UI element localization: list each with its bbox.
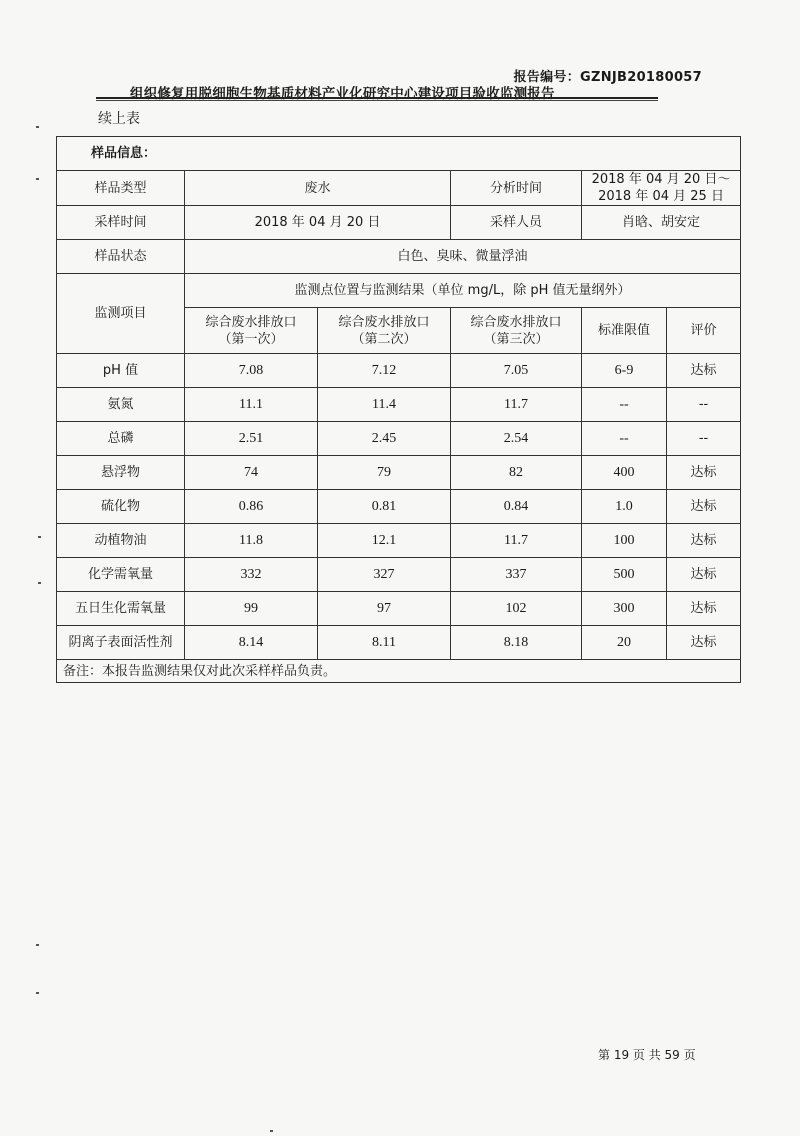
- row-eval: 达标: [667, 592, 741, 626]
- row-limit: 100: [582, 524, 667, 558]
- sampler-value: 肖晗、胡安定: [582, 206, 741, 240]
- row-item: 硫化物: [57, 490, 185, 524]
- row-value-3: 0.84: [451, 490, 582, 524]
- table-row: [57, 388, 741, 422]
- row-item: 五日生化需氧量: [57, 592, 185, 626]
- scan-speck: [38, 536, 41, 538]
- row-limit: --: [582, 422, 667, 456]
- scan-speck: [36, 992, 39, 994]
- header-rule-thin: [96, 100, 658, 101]
- sample-info-heading-row: [57, 137, 741, 171]
- row-eval: 达标: [667, 490, 741, 524]
- results-group-header: 监测点位置与监测结果（单位 mg/L，除 pH 值无量纲外）: [185, 274, 741, 308]
- sample-state-label: 样品状态: [57, 240, 185, 274]
- scan-speck: [38, 582, 41, 584]
- sampling-time-value: 2018 年 04 月 20 日: [185, 206, 451, 240]
- scan-speck: [36, 944, 39, 946]
- sample-state-value: 白色、臭味、微量浮油: [185, 240, 741, 274]
- col3-header: [451, 308, 582, 354]
- col2-header: [318, 308, 451, 354]
- row-value-2: 79: [318, 456, 451, 490]
- row-value-2: 97: [318, 592, 451, 626]
- table-row: [57, 456, 741, 490]
- row-value-1: 99: [185, 592, 318, 626]
- row-value-2: 2.45: [318, 422, 451, 456]
- row-value-2: 327: [318, 558, 451, 592]
- table-row: [57, 592, 741, 626]
- page-number: 第 19 页 共 59 页: [598, 1048, 696, 1062]
- table-row: [57, 422, 741, 456]
- sample-info-heading: 样品信息：: [57, 137, 741, 171]
- row-value-3: 337: [451, 558, 582, 592]
- row-value-3: 8.18: [451, 626, 582, 660]
- row-item: 化学需氧量: [57, 558, 185, 592]
- row-item: pH 值: [57, 354, 185, 388]
- report-title: 组织修复用脱细胞生物基质材料产业化研究中心建设项目验收监测报告: [130, 86, 555, 102]
- table-row: [57, 626, 741, 660]
- row-value-1: 8.14: [185, 626, 318, 660]
- sampling-time-label: 采样时间: [57, 206, 185, 240]
- row-value-3: 2.54: [451, 422, 582, 456]
- sample-type-label: 样品类型: [57, 171, 185, 206]
- row-eval: 达标: [667, 456, 741, 490]
- sampling-time-row: [57, 206, 741, 240]
- row-item: 氨氮: [57, 388, 185, 422]
- row-value-3: 82: [451, 456, 582, 490]
- row-value-3: 11.7: [451, 388, 582, 422]
- row-eval: 达标: [667, 558, 741, 592]
- note-row: [57, 660, 741, 683]
- row-value-3: 11.7: [451, 524, 582, 558]
- eval-header: 评价: [667, 308, 741, 354]
- col3-header-line2: （第三次）: [483, 331, 549, 347]
- row-limit: --: [582, 388, 667, 422]
- row-value-1: 74: [185, 456, 318, 490]
- row-value-1: 11.1: [185, 388, 318, 422]
- sample-state-row: [57, 240, 741, 274]
- limit-header: 标准限值: [582, 308, 667, 354]
- row-value-3: 102: [451, 592, 582, 626]
- sample-type-row: [57, 171, 741, 206]
- row-limit: 20: [582, 626, 667, 660]
- table-row: [57, 490, 741, 524]
- table-row: [57, 524, 741, 558]
- row-value-1: 2.51: [185, 422, 318, 456]
- row-limit: 6-9: [582, 354, 667, 388]
- row-item: 阴离子表面活性剂: [57, 626, 185, 660]
- table-note: 备注：本报告监测结果仅对此次采样样品负责。: [57, 660, 741, 683]
- item-header: 监测项目: [57, 274, 185, 354]
- row-value-1: 332: [185, 558, 318, 592]
- monitoring-results-table: [56, 136, 741, 683]
- row-item: 动植物油: [57, 524, 185, 558]
- results-group-header-row: [57, 274, 741, 308]
- col2-header-line2: （第二次）: [351, 331, 417, 347]
- continued-label: 续上表: [98, 111, 140, 127]
- scan-speck: [270, 1130, 273, 1132]
- col2-header-line1: 综合废水排放口: [338, 314, 430, 330]
- row-item: 悬浮物: [57, 456, 185, 490]
- row-value-2: 12.1: [318, 524, 451, 558]
- row-limit: 300: [582, 592, 667, 626]
- row-value-1: 11.8: [185, 524, 318, 558]
- row-limit: 400: [582, 456, 667, 490]
- row-limit: 500: [582, 558, 667, 592]
- row-value-2: 0.81: [318, 490, 451, 524]
- col1-header-line1: 综合废水排放口: [205, 314, 297, 330]
- row-value-1: 0.86: [185, 490, 318, 524]
- row-value-1: 7.08: [185, 354, 318, 388]
- table-row: [57, 354, 741, 388]
- sampler-label: 采样人员: [451, 206, 582, 240]
- row-value-3: 7.05: [451, 354, 582, 388]
- row-value-2: 8.11: [318, 626, 451, 660]
- header-rule: [96, 97, 658, 99]
- row-eval: --: [667, 388, 741, 422]
- row-item: 总磷: [57, 422, 185, 456]
- row-eval: --: [667, 422, 741, 456]
- scan-speck: [36, 126, 39, 128]
- col1-header-line2: （第一次）: [218, 331, 284, 347]
- sample-type-value: 废水: [185, 171, 451, 206]
- row-eval: 达标: [667, 354, 741, 388]
- table-row: [57, 558, 741, 592]
- analysis-time-label: 分析时间: [451, 171, 582, 206]
- row-limit: 1.0: [582, 490, 667, 524]
- row-value-2: 11.4: [318, 388, 451, 422]
- analysis-time-value: 2018 年 04 月 20 日～2018 年 04 月 25 日: [582, 171, 741, 206]
- row-value-2: 7.12: [318, 354, 451, 388]
- row-eval: 达标: [667, 524, 741, 558]
- col1-header: [185, 308, 318, 354]
- row-eval: 达标: [667, 626, 741, 660]
- report-number: 报告编号：GZNJB20180057: [513, 70, 702, 85]
- scan-speck: [36, 178, 39, 180]
- col3-header-line1: 综合废水排放口: [470, 314, 562, 330]
